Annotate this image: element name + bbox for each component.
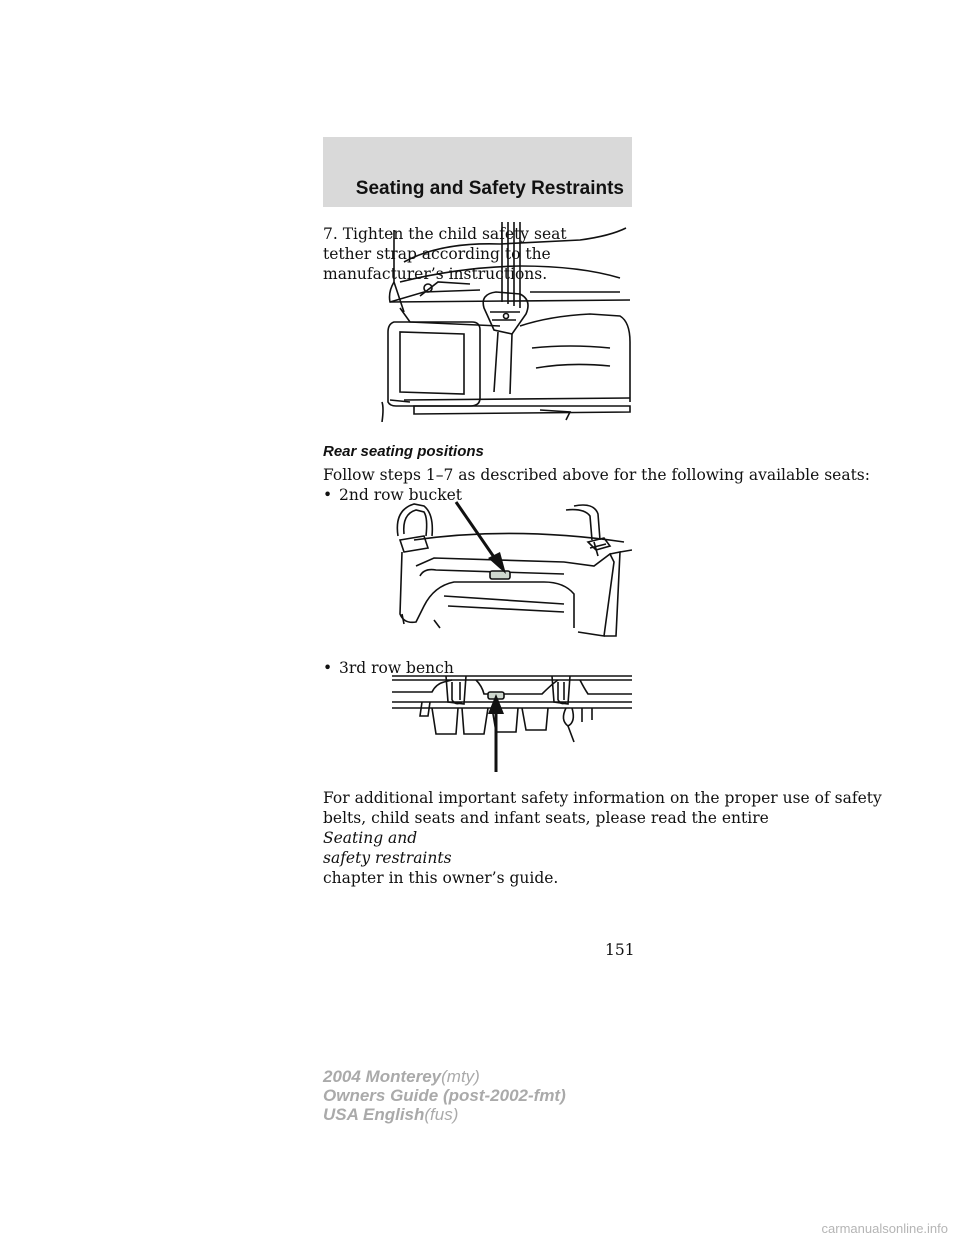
- third-row-bench-illustration: [392, 672, 632, 772]
- bullet-glyph: •: [323, 659, 333, 677]
- rear-seating-intro: Follow steps 1–7 as described above for the following available seats:: [323, 466, 870, 484]
- bullet-3rd-row-bench: • 3rd row bench: [323, 659, 454, 677]
- arrow-icon: [452, 498, 512, 578]
- site-watermark: carmanualsonline.info: [821, 1221, 948, 1236]
- bullet-2nd-row-bucket: • 2nd row bucket: [323, 486, 463, 504]
- additional-safety-paragraph: For additional important safety information on the proper use of safety belts, child seats and infant seats, please read the entire Seating and safety restraints chapter in this owner’s guide.: [323, 789, 882, 887]
- second-row-bucket-illustration: [394, 496, 632, 646]
- chapter-header-band: [323, 137, 632, 207]
- step-7-text: 7. Tighten the child safety seat tether strap according to the manufacturer’s instructions.: [323, 225, 567, 283]
- arrow-icon: [486, 692, 506, 772]
- chapter-title: Seating and Safety Restraints: [355, 178, 624, 199]
- document-footer: 2004 Monterey(mty) Owners Guide (post-2002-fmt) USA English(fus): [323, 1067, 566, 1124]
- page-number: 151: [605, 941, 635, 959]
- bullet-glyph: •: [323, 486, 333, 504]
- rear-seating-subhead: Rear seating positions: [323, 443, 484, 460]
- tether-strap-illustration: [380, 222, 632, 422]
